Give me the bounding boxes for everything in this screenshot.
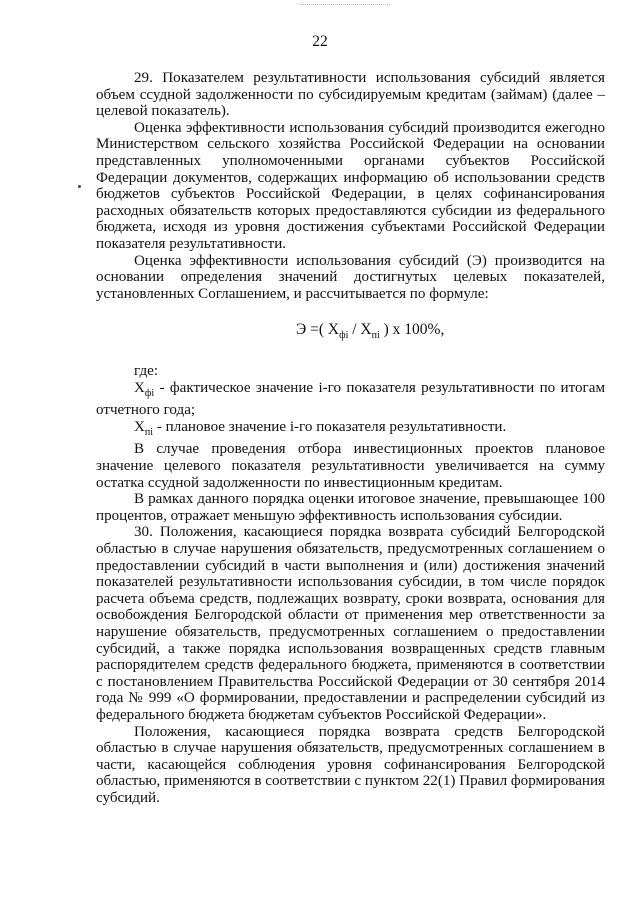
page-number: 22 [312,33,328,50]
definition-actual [96,380,605,419]
symbol-letter: Х [134,418,145,435]
formula-mid: / Х [348,321,372,339]
scan-artifact-line [300,4,390,6]
scan-artifact-dot [78,185,81,188]
formula-sub-plan: пi [371,330,380,342]
symbol-letter: Х [134,379,145,396]
paragraph-29: 29. Показателем результативности использования субсидий является объем ссудной задолженности по субсидируемым кредитам (займам) (далее – целевой показатель). [96,70,605,120]
document-body [96,70,605,806]
formula-lhs: Э =( Х [296,321,340,339]
formula-sub-actual: фi [339,330,349,342]
definition-text: - плановое значение i-го показателя результативности. [153,418,507,435]
efficiency-formula [96,322,605,345]
paragraph-30: 30. Положения, касающиеся порядка возврата субсидий Белгородской областью в случае нарушения обязательств, предусмотренных соглашением о предоставлении субсидий в части выполнения и (или) достижения значений показателей результативности использования субсидии, в том числе порядок расчета объема средств, подлежащих возврату, сроки возврата, основания для освобождения Белгородской области от применения мер ответственности за нарушение обязательств, предусмотренных соглашением о предоставлении субсидий, а также порядка использования возвращенных средств главным распорядителем средств федерального бюджета, применяются в соответствии с постановлением Правительства Российской Федерации от 30 сентября 2014 года № 999 «О формировании, предоставлении и распределении субсидий из федерального бюджета бюджетам субъектов Российской Федерации». [96,524,605,723]
paragraph-cofinancing-return: Положения, касающиеся порядка возврата средств Белгородской областью в случае нарушения обязательств, предусмотренных соглашением в части, касающейся соблюдения уровня софинансирования Белгородской областью, применяются в соответствии с пунктом 22(1) Правил формирования субсидий. [96,723,605,806]
paragraph-efficiency-assessment: Оценка эффективности использования субсидий производится ежегодно Министерством сельского хозяйства Российской Федерации на основании представленных уполномоченными органами субъектов Российской Федерации документов, содержащих информацию об использовании средств бюджетов субъектов Российской Федерации, в целях софинансирования расходных обязательств которых предоставляются субсидии из федерального бюджета, исходя из уровня достижения субъектами Российской Федерации показателя результативности. [96,119,605,252]
definition-plan [96,419,605,442]
definition-text: - фактическое значение i-го показателя результативности по итогам отчетного года; [96,379,605,419]
symbol-subscript: пi [144,426,154,438]
where-label: где: [134,363,159,379]
definition-symbol [134,379,155,399]
definition-symbol [134,418,154,438]
paragraph-final-value: В рамках данного порядка оценки итоговое значение, превышающее 100 процентов, отражает меньшую эффективность использования субсидии. [96,491,605,524]
paragraph-investment-selection: В случае проведения отбора инвестиционных проектов плановое значение целевого показателя результативности увеличивается на сумму остатка ссудной задолженности по инвестиционным кредитам. [96,441,605,491]
paragraph-formula-intro: Оценка эффективности использования субсидий (Э) производится на основании определения значений достигнутых целевых показателей, установленных Соглашением, и рассчитывается по формуле: [96,252,605,302]
symbol-subscript: фi [144,387,155,399]
formula-rhs: ) х 100%, [379,321,445,339]
